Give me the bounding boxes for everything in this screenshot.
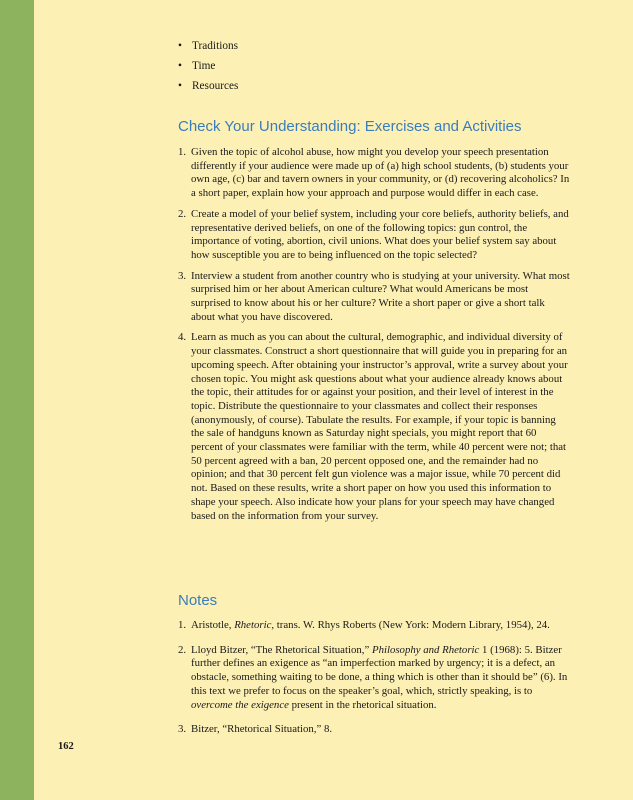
notes-list [178, 619, 570, 748]
margin-color-bar [0, 0, 34, 800]
notes-heading: Notes [178, 592, 218, 609]
emphasis: overcome the exigence [191, 698, 289, 711]
bullet-list [178, 36, 238, 96]
item-number: 3. [178, 723, 187, 736]
item-number: 4. [178, 331, 187, 344]
item-number: 1. [178, 619, 187, 631]
book-title: Rhetoric, [234, 619, 275, 631]
journal-title: Philosophy and Rhetoric [371, 643, 480, 656]
item-number: 1. [178, 146, 187, 158]
item-number: 3. [178, 269, 187, 282]
exercise-text: Learn as much as you can about the cultural, demographic, and individual diversity of your classmates. Construct a short questionnaire that will guide you in preparing for an upcoming speech. After obtaining your instructor’s approval, write a survey about your chosen topic. You might ask questions about what your audience already knows about the topic, their attitudes for or against your position, and their level of interest in the topic. Distribute the questionnaire to your classmates and collect their responses (anonymously, of course). Tabulate the results. For example, if your topic is banning the sale of handguns known as Saturday night specials, you might report that 60 percent of your classmates were familiar with the term, while 40 percent were not; that 50 percent agreed with a ban, 20 percent opposed one, and the remainder had no opinion; and that 30 percent felt gun violence was a major issue, while 70 percent did not. Based on these results, write a short paper on how you used this information to shape your speech. Also indicate how your plans for your speech may have changed based on the information from your survey. [191, 331, 568, 522]
exercise-item [178, 331, 570, 523]
item-number: 2. [178, 643, 187, 656]
note-item: 3. Bitzer, “Rhetorical Situation,” 8. [178, 723, 333, 736]
exercise-item [178, 208, 570, 263]
list-item: • Traditions [178, 36, 238, 56]
note-item: 2. Lloyd Bitzer, “The Rhetorical Situation,” Philosophy and Rhetoric 1 (1968): 5. Bitzer further defines an exigence as “an imperfection marked by urgency; it is a defect, an obstacle, something waiting to be done, a thing which is other than it should be” (6). In this text we prefer to focus on the speaker’s goal, which, strictly speaking, is to overcome the exigence present in the rhetorical situation. [178, 643, 568, 711]
exercise-item [178, 146, 570, 201]
note-item: 1. Aristotle, Rhetoric, trans. W. Rhys Roberts (New York: Modern Library, 1954), 24. [178, 619, 550, 631]
exercise-text: Interview a student from another country who is studying at your university. What most surprised him or her about American culture? What would Americans be most surprised to know about his or her culture? Write a short paper or give a short talk about what you have discovered. [191, 269, 570, 323]
item-number: 2. [178, 207, 187, 220]
exercise-text: Given the topic of alcohol abuse, how might you develop your speech presentation differently if your audience were made up of (a) high school students, (b) students your own age, (c) bar and tavern owners in your community, or (d) recovering alcoholics? In a short paper, explain how your approach and purpose would differ in each case. [191, 146, 570, 200]
exercise-text: Create a model of your belief system, including your core beliefs, authority beliefs, and representative derived beliefs, on one of the following topics: gun control, the importance of voting, abortion, civil unions. What does your belief system say about how susceptible you are to being influenced on the topic selected? [191, 207, 569, 261]
exercise-list [178, 146, 570, 530]
list-item: • Resources [178, 76, 238, 96]
list-item: • Time [178, 56, 238, 76]
page-number: 162 [58, 741, 74, 752]
exercise-item [178, 270, 570, 325]
section-heading: Check Your Understanding: Exercises and Activities [178, 118, 522, 135]
